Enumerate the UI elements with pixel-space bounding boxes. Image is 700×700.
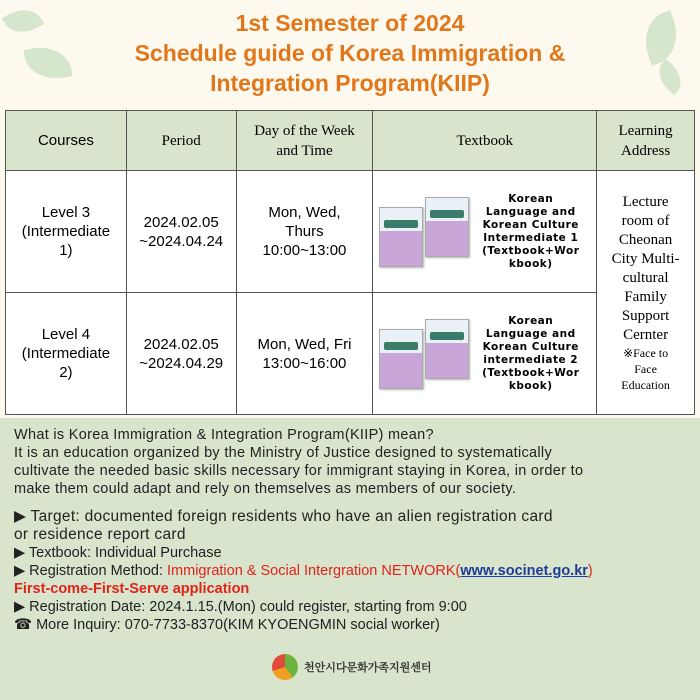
course-cell <box>6 171 127 293</box>
textbook-cell <box>373 293 597 415</box>
cell-line: Support <box>621 307 670 324</box>
cell-line: 1) <box>59 242 73 259</box>
cell-line: Intermediate 1 <box>483 231 579 244</box>
address-cell <box>597 171 695 415</box>
header-line: Day of the Week <box>254 122 355 139</box>
cell-line: Level 4 <box>41 326 91 343</box>
cell-line: Korean <box>508 192 554 205</box>
cell-line: cultural <box>622 269 669 286</box>
header-period: Period <box>126 111 236 171</box>
header-line: Address <box>621 142 671 159</box>
cell-line: Mon, Wed, Fri <box>257 335 352 353</box>
book-cover <box>379 207 423 267</box>
header-line: and Time <box>276 142 333 159</box>
book-cover <box>425 319 469 379</box>
center-logo <box>272 654 432 680</box>
cell-line: Thurs <box>285 223 324 240</box>
cell-line: Korean Culture <box>482 218 579 231</box>
table-row <box>6 293 695 415</box>
info-description: It is an education organized by the Ministry of Justice designed to systematically <box>14 445 552 461</box>
cell-line: City Multi- <box>611 250 680 267</box>
cell-line: 2) <box>59 364 73 381</box>
cell-line: 10:00~13:00 <box>262 242 347 259</box>
info-target: ▶ Target: documented foreign residents who have an alien registration card <box>14 508 553 525</box>
table-header-row <box>6 111 695 171</box>
page-title <box>60 8 640 98</box>
address-note: Education <box>621 377 670 392</box>
paren: ) <box>587 563 593 579</box>
cell-line: Lecture <box>622 193 669 210</box>
textbook-cover-image <box>379 197 471 267</box>
info-description: make them could adapt and rely on themselves as members of our society. <box>14 481 517 497</box>
cell-line: Korean Culture <box>482 340 579 353</box>
address-note: ※Face to <box>623 345 669 360</box>
decorative-leaf <box>636 10 686 66</box>
cell-line: 13:00~16:00 <box>262 354 347 372</box>
header-address <box>597 111 695 171</box>
title-line: Schedule guide of Korea Immigration & <box>134 40 566 66</box>
info-registration-date: ▶ Registration Date: 2024.1.15.(Mon) could register, starting from 9:00 <box>14 599 467 615</box>
cell-line: (Intermediate <box>21 345 111 362</box>
book-cover <box>379 329 423 389</box>
info-inquiry: ☎ More Inquiry: 070-7733-8370(KIM KYOENGMIN social worker) <box>14 617 440 633</box>
cell-line: (Textbook+Wor <box>482 244 580 257</box>
header-courses: Courses <box>6 111 127 171</box>
textbook-title <box>471 193 590 271</box>
info-fcfs: First-come-First-Serve application <box>14 581 250 597</box>
cell-line: ~2024.04.24 <box>139 232 224 250</box>
cell-line: kbook) <box>508 379 553 392</box>
registration-label: ▶ Registration Method: <box>14 563 168 579</box>
textbook-title <box>471 315 590 393</box>
textbook-cell <box>373 171 597 293</box>
cell-line: Level 3 <box>41 204 91 221</box>
schedule-table <box>5 110 695 415</box>
decorative-leaf <box>651 59 688 95</box>
cell-line: Korean <box>508 314 554 327</box>
textbook-cover-image <box>379 319 471 389</box>
address-note: Face <box>634 361 657 376</box>
time-cell <box>236 293 373 415</box>
info-target: or residence report card <box>14 526 186 543</box>
cell-line: (Textbook+Wor <box>482 366 580 379</box>
title-line: 1st Semester of 2024 <box>235 10 465 36</box>
paren: ( <box>455 563 461 579</box>
info-question: What is Korea Immigration & Integration Program(KIIP) mean? <box>14 427 434 443</box>
info-description: cultivate the needed basic skills necessary for immigrant staying in Korea, in order to <box>14 463 584 479</box>
cell-line: intermediate 2 <box>483 353 579 366</box>
cell-line: Language and <box>485 205 576 218</box>
title-line: Integration Program(KIIP) <box>210 70 490 96</box>
cell-line: (Intermediate <box>21 223 111 240</box>
logo-icon <box>272 654 298 680</box>
book-cover <box>425 197 469 257</box>
cell-line: Family <box>624 288 667 305</box>
course-cell <box>6 293 127 415</box>
cell-line: ~2024.04.29 <box>139 354 224 372</box>
time-cell <box>236 171 373 293</box>
cell-line: Cheonan <box>618 231 673 248</box>
cell-line: Language and <box>485 327 576 340</box>
logo-name: 천안시다문화가족지원센터 <box>304 662 432 674</box>
info-textbook: ▶ Textbook: Individual Purchase <box>14 545 222 561</box>
cell-line: 2024.02.05 <box>143 213 219 231</box>
header-line: Learning <box>618 122 673 139</box>
period-cell <box>126 293 236 415</box>
info-registration-method <box>14 562 686 580</box>
header-textbook: Textbook <box>373 111 597 171</box>
period-cell <box>126 171 236 293</box>
socinet-link[interactable]: www.socinet.go.kr <box>460 563 588 579</box>
table-row <box>6 171 695 293</box>
header-day-time <box>236 111 373 171</box>
cell-line: room of <box>621 212 670 229</box>
cell-line: Mon, Wed, <box>268 204 341 221</box>
cell-line: kbook) <box>508 257 553 270</box>
registration-network: Immigration & Social Intergration NETWORK <box>167 563 456 579</box>
cell-line: 2024.02.05 <box>143 335 219 353</box>
cell-line: Cernter <box>623 326 669 343</box>
decorative-leaf <box>2 1 44 41</box>
